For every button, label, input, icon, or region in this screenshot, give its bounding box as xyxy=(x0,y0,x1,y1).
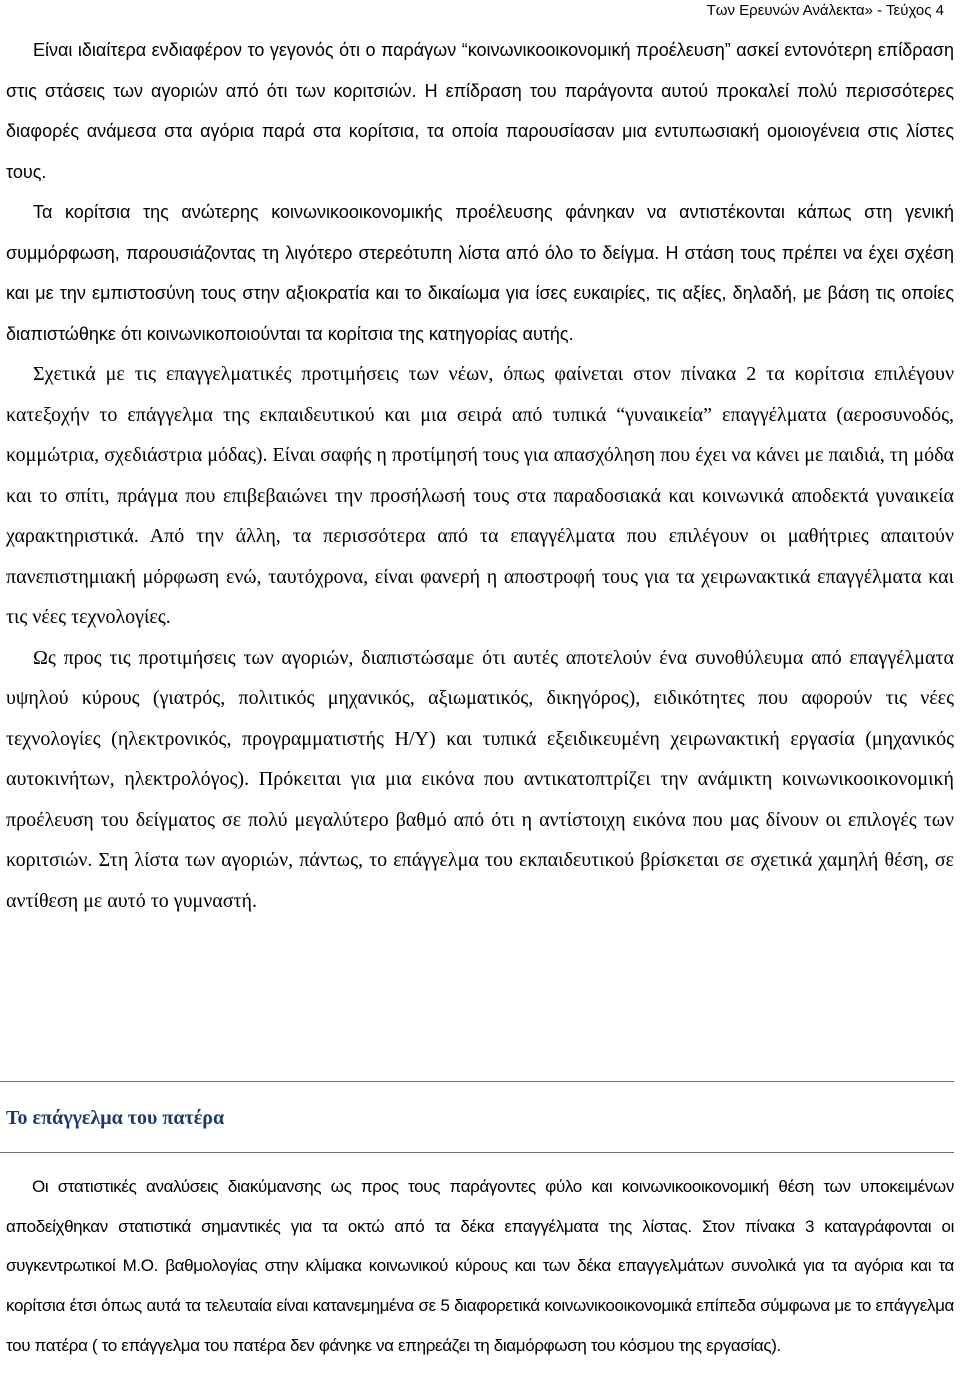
running-header: Των Ερευνών Ανάλεκτα» - Τεύχος 4 xyxy=(706,2,944,19)
paragraph: Οι στατιστικές αναλύσεις διακύμανσης ως προς τους παράγοντες φύλο και κοινωνικοοικονομική θέση των υποκειμένων αποδείχθηκαν στατιστικά σημαντικές για τα οκτώ από τα δέκα επαγγέλματα της λίστας. Στον πίνακα 3 καταγράφονται οι συγκεντρωτικοί Μ.Ο. βαθμολογίας στην κλίμακα κοινωνικού κύρους και των δέκα επαγγελμάτων συνολικά για τα αγόρια και τα κορίτσια έτσι όπως αυτά τα τελευταία είναι κατανεμημένα σε 5 διαφορετικά κοινωνικοοικονομικά επίπεδα σύμφωνα με το επάγγελμα του πατέρα ( το επάγγελμα του πατέρα δεν φάνηκε να επηρεάζει τη διαμόρφωση του κόσμου της εργασίας). xyxy=(6,1177,954,1355)
paragraph: Σχετικά με τις επαγγελματικές προτιμήσεις των νέων, όπως φαίνεται στον πίνακα 2 τα κορίτσια επιλέγουν κατεξοχήν το επάγγελμα της εκπαιδευτικού και μια σειρά από τυπικά “γυναικεία” επαγγέλματα (αεροσυνοδός, κομμώτρια, σχεδιάστρια μόδας). Είναι σαφής η προτίμησή τους για απασχόληση που έχει να κάνει με παιδιά, τη μόδα και το σπίτι, πράγμα που επιβεβαιώνει την προσήλωσή τους στα παραδοσιακά και κοινωνικά αποδεκτά γυναικεία χαρακτηριστικά. Από την άλλη, τα περισσότερα από τα επαγγέλματα που επιλέγουν οι μαθήτριες απαιτούν πανεπιστημιακή μόρφωση ενώ, ταυτόχρονα, είναι φανερή η αποστροφή τους για τα χειρωνακτικά επαγγέλματα και τις νέες τεχνολογίες. xyxy=(6,363,954,628)
document-body xyxy=(6,30,954,921)
text-block-preferences xyxy=(6,354,954,921)
text-block-intro xyxy=(6,30,954,354)
paragraph: Ως προς τις προτιμήσεις των αγοριών, διαπιστώσαμε ότι αυτές αποτελούν ένα συνοθύλευμα από επαγγέλματα υψηλού κύρους (γιατρός, πολιτικός μηχανικός, αξιωματικός, δικηγόρος), ειδικότητες που αφορούν τις νέες τεχνολογίες (ηλεκτρονικός, προγραμματιστής Η/Υ) και τυπικά εξειδικευμένη χειρωνακτική εργασία (μηχανικός αυτοκινήτων, ηλεκτρολόγος). Πρόκειται για μια εικόνα που αντικατοπτρίζει την ανάμικτη κοινωνικοοικονομική προέλευση του δείγματος σε πολύ μεγαλύτερο βαθμό από ότι η αντίστοιχη εικόνα που μας δίνουν οι επιλογές των κοριτσιών. Στη λίστα των αγοριών, πάντως, το επάγγελμα του εκπαιδευτικού βρίσκεται σε σχετικά χαμηλή θέση, σε αντίθεση με αυτό το γυμναστή. xyxy=(6,646,954,912)
section-divider-bottom xyxy=(0,1152,954,1153)
section-heading: Το επάγγελμα του πατέρα xyxy=(6,1107,225,1129)
paragraph: Είναι ιδιαίτερα ενδιαφέρον το γεγονός ότι ο παράγων “κοινωνικοοικονομική προέλευση” ασκεί εντονότερη επίδραση στις στάσεις των αγοριών από ότι των κοριτσιών. Η επίδραση του παράγοντα αυτού προκαλεί πολύ περισσότερες διαφορές ανάμεσα στα αγόρια παρά στα κορίτσια, τα οποία παρουσίασαν μια εντυπωσιακή ομοιογένεια στις λίστες τους. xyxy=(6,40,954,182)
section-divider-top xyxy=(0,1081,954,1082)
text-block-father-occupation xyxy=(6,1167,954,1366)
paragraph: Τα κορίτσια της ανώτερης κοινωνικοοικονομικής προέλευσης φάνηκαν να αντιστέκονται κάπως στη γενική συμμόρφωση, παρουσιάζοντας τη λιγότερο στερεότυπη λίστα από όλο το δείγμα. Η στάση τους πρέπει να έχει σχέση και με την εμπιστοσύνη τους στην αξιοκρατία και το δικαίωμα για ίσες ευκαιρίες, τις αξίες, δηλαδή, με βάση τις οποίες διαπιστώθηκε ότι κοινωνικοποιούνται τα κορίτσια της κατηγορίας αυτής. xyxy=(6,202,954,344)
